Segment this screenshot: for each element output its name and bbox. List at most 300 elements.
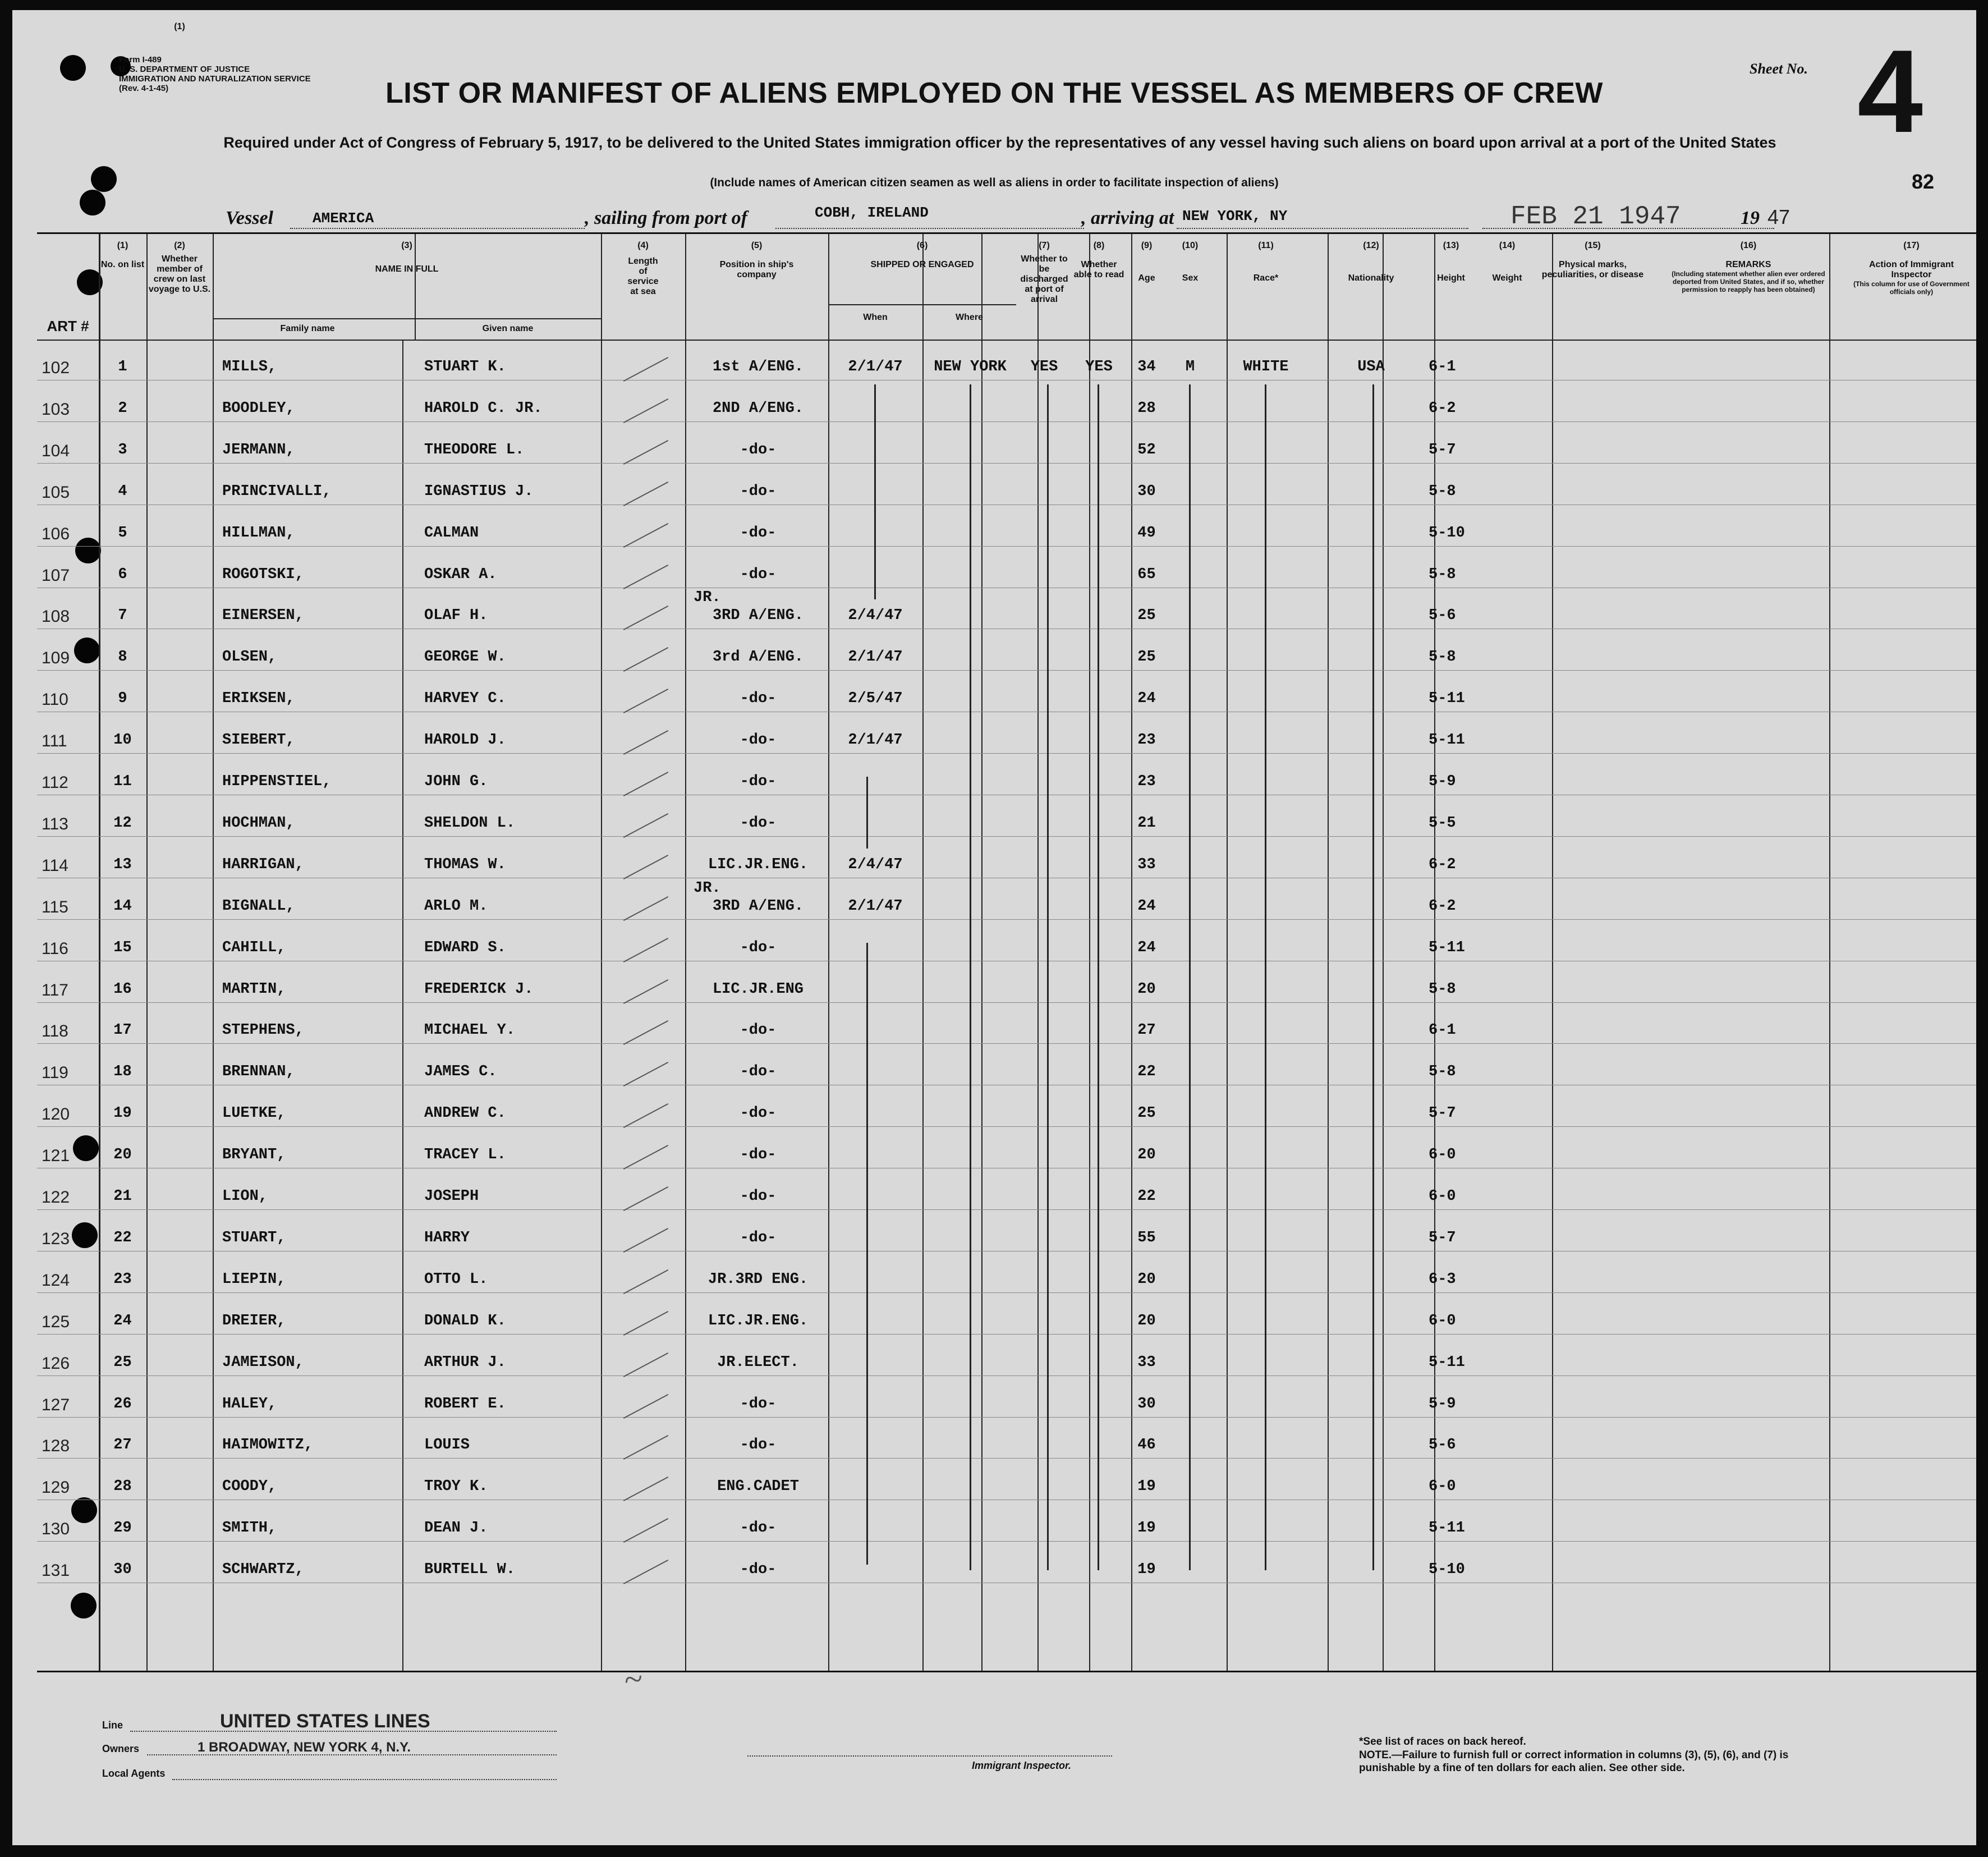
ditto-slash	[623, 1186, 668, 1211]
ditto-slash	[623, 1435, 668, 1460]
cell-position: -do-	[740, 1520, 777, 1537]
punch-hole	[80, 190, 105, 215]
cell-given-name: GEORGE W.	[424, 649, 506, 666]
cell-art: 128	[42, 1437, 70, 1456]
page-number: 82	[1911, 170, 1934, 193]
header-where: Where	[956, 313, 983, 322]
cell-art: 109	[42, 649, 70, 668]
form-id: Form I-489 U. S. DEPARTMENT OF JUSTICE IMMIGRATION AND NATURALIZATION SERVICE (Rev. 4-1-45)	[119, 55, 311, 93]
cell-family-name: HARRIGAN,	[222, 856, 304, 873]
cell-family-name: MARTIN,	[222, 980, 286, 998]
sheet-no-label: Sheet No.	[1750, 61, 1808, 77]
cell-no: 3	[118, 441, 127, 458]
cell-position: LIC.JR.ENG	[712, 980, 804, 998]
cell-given-name: THOMAS W.	[424, 856, 506, 873]
cell-height: 5-11	[1429, 939, 1465, 956]
cell-age: 46	[1137, 1437, 1156, 1454]
cell-art: 102	[42, 359, 70, 377]
cell-height: 6-1	[1429, 1022, 1456, 1039]
header-col3: (3) NAME IN FULL	[375, 241, 439, 274]
cell-height: 5-7	[1429, 1105, 1456, 1122]
cell-position: 3rd A/ENG.	[712, 649, 804, 666]
cell-age: 22	[1137, 1188, 1156, 1205]
cell-age: 34	[1137, 359, 1156, 375]
cell-age: 24	[1137, 690, 1156, 708]
cell-no: 14	[113, 897, 132, 915]
cell-art: 121	[42, 1147, 70, 1166]
cell-art: 113	[42, 814, 68, 833]
cell-family-name: BIGNALL,	[222, 897, 295, 915]
ditto-slash	[623, 1228, 668, 1253]
ditto-slash	[623, 564, 668, 589]
cell-family-name: JERMANN,	[222, 441, 295, 458]
cell-age: 30	[1137, 1395, 1156, 1413]
cell-position: -do-	[740, 1147, 777, 1164]
cell-where: NEW YORK	[934, 359, 1007, 375]
vessel-label: Vessel	[226, 208, 273, 228]
cell-family-name: COODY,	[222, 1478, 277, 1496]
cell-position: LIC.JR.ENG.	[708, 1312, 809, 1329]
cell-family-name: BRENNAN,	[222, 1063, 295, 1081]
cell-family-name: EINERSEN,	[222, 607, 304, 625]
cell-position: ENG.CADET	[717, 1478, 799, 1496]
cell-age: 23	[1137, 732, 1156, 749]
header-col8: (8) Whether able to read	[1073, 241, 1124, 279]
cell-race: WHITE	[1243, 359, 1289, 375]
ditto-slash	[623, 689, 668, 713]
header-col2: (2) Whether member of crew on last voyage to U.S.	[148, 241, 211, 294]
cell-no: 24	[113, 1312, 132, 1329]
cell-height: 6-0	[1429, 1147, 1456, 1164]
subtitle-note: (Include names of American citizen seamen as well as aliens in order to facilitate inspection of aliens)	[710, 176, 1279, 189]
cell-when: 2/1/47	[848, 359, 903, 375]
date-stamp: FEB 21 1947	[1510, 202, 1681, 231]
cell-position: -do-	[740, 1561, 777, 1579]
header-col7: (7) Whether to be discharged at port of arrival	[1020, 241, 1068, 304]
cell-given-name: DONALD K.	[424, 1312, 506, 1329]
cell-given-name: OTTO L.	[424, 1271, 488, 1288]
cell-height: 5-5	[1429, 814, 1456, 832]
cell-height: 5-10	[1429, 1561, 1465, 1579]
ditto-slash	[623, 813, 668, 838]
header-c1-num: (1)	[174, 22, 185, 31]
ditto-slash	[623, 523, 668, 548]
cell-age: 27	[1137, 1022, 1156, 1039]
cell-given-name: HARRY	[424, 1229, 470, 1246]
cell-no: 25	[113, 1354, 132, 1371]
cell-given-name: IGNASTIUS J.	[424, 483, 534, 500]
cell-art: 111	[42, 732, 67, 751]
cell-when: 2/4/47	[848, 607, 903, 625]
cell-family-name: HALEY,	[222, 1395, 277, 1413]
cell-age: 25	[1137, 649, 1156, 666]
cell-age: 25	[1137, 607, 1156, 625]
cell-age: 33	[1137, 856, 1156, 873]
cell-no: 21	[113, 1188, 132, 1205]
cell-height: 5-10	[1429, 524, 1465, 542]
ditto-slash	[623, 1518, 668, 1543]
ditto-slash	[623, 979, 668, 1003]
cell-age: 19	[1137, 1561, 1156, 1579]
cell-height: 6-0	[1429, 1312, 1456, 1329]
cell-when: 2/1/47	[848, 649, 903, 666]
cell-no: 19	[113, 1105, 132, 1122]
header-family-name: Family name	[280, 324, 335, 333]
cell-position: JR.ELECT.	[717, 1354, 799, 1371]
cell-no: 26	[113, 1395, 132, 1413]
cell-family-name: OLSEN,	[222, 649, 277, 666]
cell-age: 52	[1137, 441, 1156, 458]
ditto-slash	[623, 440, 668, 465]
cell-sex: M	[1185, 359, 1195, 375]
cell-position: -do-	[740, 1063, 777, 1081]
cell-family-name: SCHWARTZ,	[222, 1561, 304, 1579]
cell-age: 21	[1137, 814, 1156, 832]
cell-age: 65	[1137, 566, 1156, 583]
header-col6: (6) SHIPPED OR ENGAGED	[870, 241, 974, 269]
vessel-name: AMERICA	[313, 210, 374, 227]
cell-height: 6-0	[1429, 1188, 1456, 1205]
cell-when: 2/1/47	[848, 897, 903, 915]
header-col10: (10) Sex	[1182, 241, 1199, 283]
ditto-slash	[623, 482, 668, 506]
cell-family-name: LION,	[222, 1188, 268, 1205]
cell-age: 24	[1137, 897, 1156, 915]
cell-art: 114	[42, 856, 68, 875]
cell-no: 29	[113, 1520, 132, 1537]
cell-family-name: HILLMAN,	[222, 524, 295, 542]
cell-given-name: ARTHUR J.	[424, 1354, 506, 1371]
penalty-note: NOTE.—Failure to furnish full or correct information in columns (3), (5), (6), and (7) is punishable by a fine of ten dollars for each alien. See other side.	[1359, 1749, 1789, 1774]
ditto-slash	[623, 730, 668, 755]
ditto-slash	[623, 606, 668, 630]
cell-height: 6-3	[1429, 1271, 1456, 1288]
cell-family-name: HIPPENSTIEL,	[222, 773, 332, 790]
cell-no: 18	[113, 1063, 132, 1081]
cell-art: 116	[42, 939, 68, 958]
cell-art: 120	[42, 1105, 70, 1124]
cell-age: 19	[1137, 1520, 1156, 1537]
cell-given-name: TRACEY L.	[424, 1147, 506, 1164]
cell-height: 5-8	[1429, 649, 1456, 666]
cell-art: 125	[42, 1312, 70, 1331]
cell-family-name: ROGOTSKI,	[222, 566, 304, 583]
cell-art: 130	[42, 1520, 70, 1539]
ditto-slash	[623, 647, 668, 672]
cell-no: 28	[113, 1478, 132, 1496]
cell-age: 22	[1137, 1063, 1156, 1081]
cell-height: 5-11	[1429, 732, 1465, 749]
cell-given-name: HAROLD J.	[424, 732, 506, 749]
ditto-slash	[623, 1477, 668, 1501]
ditto-line	[1047, 384, 1049, 1570]
cell-position: -do-	[740, 524, 777, 542]
header-col9: (9) Age	[1138, 241, 1155, 283]
cell-height: 5-11	[1429, 690, 1465, 708]
cell-family-name: STEPHENS,	[222, 1022, 304, 1039]
cell-height: 5-7	[1429, 1229, 1456, 1246]
cell-age: 20	[1137, 1312, 1156, 1329]
cell-age: 33	[1137, 1354, 1156, 1371]
header-given-name: Given name	[482, 324, 534, 333]
header-when: When	[863, 313, 888, 322]
cell-height: 5-11	[1429, 1520, 1465, 1537]
cell-given-name: DEAN J.	[424, 1520, 488, 1537]
header-col4: (4) Length of service at sea	[627, 241, 659, 296]
cell-family-name: BRYANT,	[222, 1147, 286, 1164]
cell-art: 124	[42, 1271, 70, 1290]
cell-position: 3RD A/ENG.	[712, 897, 804, 915]
cell-no: 4	[118, 483, 127, 500]
cell-age: 28	[1137, 400, 1156, 417]
cell-height: 5-7	[1429, 441, 1456, 458]
cell-art: 131	[42, 1561, 70, 1580]
sheet-number: 4	[1857, 25, 1923, 157]
cell-height: 6-0	[1429, 1478, 1456, 1496]
cell-position: -do-	[740, 1188, 777, 1205]
ditto-slash	[623, 1393, 668, 1418]
cell-when: 2/5/47	[848, 690, 903, 708]
cell-family-name: JAMEISON,	[222, 1354, 304, 1371]
ditto-slash	[623, 1269, 668, 1294]
line-label: Line	[102, 1720, 123, 1731]
sailing-label: , sailing from port of	[585, 208, 747, 228]
cell-family-name: HOCHMAN,	[222, 814, 295, 832]
cell-given-name: THEODORE L.	[424, 441, 525, 458]
cell-family-name: STUART,	[222, 1229, 286, 1246]
cell-age: 19	[1137, 1478, 1156, 1496]
cell-position: -do-	[740, 939, 777, 956]
cell-given-name: ROBERT E.	[424, 1395, 506, 1413]
header-col14: (14) Weight	[1492, 241, 1522, 283]
cell-art: 118	[42, 1022, 68, 1041]
cell-given-name: CALMAN	[424, 524, 479, 542]
cell-nationality: USA	[1357, 359, 1385, 375]
from-port: COBH, IRELAND	[815, 204, 929, 221]
cell-position: JR.3RD ENG.	[708, 1271, 809, 1288]
cell-art: 108	[42, 607, 70, 626]
cell-age: 24	[1137, 939, 1156, 956]
cell-no: 2	[118, 400, 127, 417]
cell-given-name: BURTELL W.	[424, 1561, 516, 1579]
cell-position: LIC.JR.ENG.	[708, 856, 809, 873]
ditto-slash	[623, 398, 668, 423]
header-col5: (5) Position in ship's company	[719, 241, 794, 279]
cell-age: 23	[1137, 773, 1156, 790]
cell-no: 30	[113, 1561, 132, 1579]
ditto-line	[874, 384, 876, 599]
race-note: *See list of races on back hereof.	[1359, 1736, 1526, 1748]
cell-age: 30	[1137, 483, 1156, 500]
cell-no: 27	[113, 1437, 132, 1454]
cell-given-name: SHELDON L.	[424, 814, 516, 832]
cell-no: 12	[113, 814, 132, 832]
cell-no: 22	[113, 1229, 132, 1246]
inspector-signature: ~	[622, 1659, 644, 1699]
cell-position: -do-	[740, 732, 777, 749]
manifest-sheet	[12, 10, 1976, 1845]
cell-height: 5-8	[1429, 483, 1456, 500]
line-stamp: UNITED STATES LINES	[220, 1711, 430, 1732]
ditto-slash	[623, 357, 668, 382]
cell-art: 117	[42, 980, 68, 999]
arriving-label: , arriving at	[1081, 208, 1174, 228]
cell-age: 49	[1137, 524, 1156, 542]
cell-when: 2/1/47	[848, 732, 903, 749]
cell-position: -do-	[740, 566, 777, 583]
ditto-slash	[623, 772, 668, 796]
cell-height: 5-11	[1429, 1354, 1465, 1371]
cell-no: 11	[113, 773, 132, 790]
ditto-line	[1189, 384, 1191, 1570]
cell-given-name: OSKAR A.	[424, 566, 497, 583]
cell-height: 5-9	[1429, 1395, 1456, 1413]
cell-no: 6	[118, 566, 127, 583]
cell-position: -do-	[740, 1229, 777, 1246]
cell-family-name: SMITH,	[222, 1520, 277, 1537]
cell-family-name: PRINCIVALLI,	[222, 483, 332, 500]
cell-given-name: EDWARD S.	[424, 939, 506, 956]
cell-position: -do-	[740, 814, 777, 832]
cell-age: 55	[1137, 1229, 1156, 1246]
cell-art: 123	[42, 1229, 70, 1248]
year-handwritten: 47	[1767, 205, 1790, 228]
cell-position: -do-	[740, 483, 777, 500]
header-col11: (11) Race*	[1253, 241, 1279, 283]
cell-position: -do-	[740, 690, 777, 708]
cell-read: YES	[1085, 359, 1113, 375]
cell-given-name: ANDREW C.	[424, 1105, 506, 1122]
cell-no: 7	[118, 607, 127, 625]
cell-no: 23	[113, 1271, 132, 1288]
ditto-line	[1098, 384, 1099, 1570]
header-art: ART #	[47, 318, 89, 334]
header-col13: (13) Height	[1437, 241, 1465, 283]
cell-family-name: SIEBERT,	[222, 732, 295, 749]
ditto-slash	[623, 1103, 668, 1128]
cell-art: 119	[42, 1063, 68, 1083]
cell-given-name: HAROLD C. JR.	[424, 400, 543, 417]
cell-no: 8	[118, 649, 127, 666]
cell-age: 20	[1137, 1271, 1156, 1288]
cell-given-name: HARVEY C.	[424, 690, 506, 708]
cell-given-name: FREDERICK J.	[424, 980, 534, 998]
header-col12: (12) Nationality	[1348, 241, 1394, 283]
arrival-port: NEW YORK, NY	[1182, 208, 1288, 224]
owners-label: Owners	[102, 1743, 140, 1754]
cell-art: 126	[42, 1354, 70, 1373]
cell-position-prefix: JR.	[694, 589, 721, 607]
cell-height: 5-9	[1429, 773, 1456, 790]
cell-age: 20	[1137, 980, 1156, 998]
cell-art: 122	[42, 1188, 70, 1207]
header-col15: (15) Physical marks, peculiarities, or disease	[1541, 241, 1644, 279]
page-title: LIST OR MANIFEST OF ALIENS EMPLOYED ON THE VESSEL AS MEMBERS OF CREW	[385, 77, 1603, 109]
cell-age: 20	[1137, 1147, 1156, 1164]
cell-position: -do-	[740, 1437, 777, 1454]
ditto-slash	[623, 896, 668, 921]
cell-no: 10	[113, 732, 132, 749]
ditto-slash	[623, 1560, 668, 1584]
inspector-label: Immigrant Inspector.	[972, 1760, 1072, 1771]
ditto-line	[866, 777, 868, 849]
cell-art: 112	[42, 773, 68, 792]
cell-no: 15	[113, 939, 132, 956]
cell-given-name: JOSEPH	[424, 1188, 479, 1205]
cell-position: -do-	[740, 441, 777, 458]
cell-art: 106	[42, 524, 70, 543]
cell-position: 2ND A/ENG.	[712, 400, 804, 417]
cell-height: 6-2	[1429, 856, 1456, 873]
ditto-slash	[623, 1062, 668, 1086]
cell-family-name: ERIKSEN,	[222, 690, 295, 708]
cell-position-prefix: JR.	[694, 879, 721, 897]
cell-position: -do-	[740, 1395, 777, 1413]
cell-art: 110	[42, 690, 68, 709]
ditto-line	[970, 384, 971, 1570]
cell-position: -do-	[740, 1105, 777, 1122]
header-col17: (17) Action of Immigrant Inspector (This column for use of Government officials only)	[1853, 241, 1969, 296]
cell-given-name: JOHN G.	[424, 773, 488, 790]
cell-height: 6-1	[1429, 359, 1456, 375]
cell-height: 5-8	[1429, 980, 1456, 998]
cell-no: 9	[118, 690, 127, 708]
ditto-slash	[623, 1311, 668, 1336]
subtitle: Required under Act of Congress of February 5, 1917, to be delivered to the United States immigration officer by the representatives of any vessel having such aliens on board upon arrival at a port of the United States	[223, 134, 1776, 151]
ditto-slash	[623, 1020, 668, 1045]
year-prefix: 19	[1741, 208, 1760, 228]
cell-no: 13	[113, 856, 132, 873]
owners-stamp: 1 BROADWAY, NEW YORK 4, N.Y.	[198, 1740, 411, 1755]
cell-no: 20	[113, 1147, 132, 1164]
cell-given-name: MICHAEL Y.	[424, 1022, 516, 1039]
cell-height: 5-6	[1429, 607, 1456, 625]
cell-position: 1st A/ENG.	[712, 359, 804, 375]
cell-given-name: JAMES C.	[424, 1063, 497, 1081]
header-col1: (1) No. on list	[100, 241, 145, 269]
cell-art: 129	[42, 1478, 70, 1497]
cell-height: 6-2	[1429, 897, 1456, 915]
cell-given-name: STUART K.	[424, 359, 506, 375]
cell-height: 5-6	[1429, 1437, 1456, 1454]
cell-given-name: ARLO M.	[424, 897, 488, 915]
cell-art: 115	[42, 897, 68, 916]
cell-family-name: DREIER,	[222, 1312, 286, 1329]
ditto-slash	[623, 1352, 668, 1377]
cell-given-name: TROY K.	[424, 1478, 488, 1496]
cell-family-name: HAIMOWITZ,	[222, 1437, 314, 1454]
cell-given-name: LOUIS	[424, 1437, 470, 1454]
cell-when: 2/4/47	[848, 856, 903, 873]
cell-height: 6-2	[1429, 400, 1456, 417]
cell-no: 5	[118, 524, 127, 542]
cell-family-name: CAHILL,	[222, 939, 286, 956]
cell-art: 104	[42, 441, 70, 460]
cell-family-name: BOODLEY,	[222, 400, 295, 417]
agents-label: Local Agents	[102, 1768, 166, 1779]
cell-art: 127	[42, 1395, 70, 1414]
cell-position: -do-	[740, 773, 777, 790]
cell-art: 103	[42, 400, 70, 419]
cell-position: 3RD A/ENG.	[712, 607, 804, 625]
cell-family-name: LUETKE,	[222, 1105, 286, 1122]
ditto-slash	[623, 938, 668, 962]
cell-no: 17	[113, 1022, 132, 1039]
cell-no: 16	[113, 980, 132, 998]
cell-height: 5-8	[1429, 1063, 1456, 1081]
header-col16: (16) REMARKS (Including statement whether alien ever ordered deported from United States, and if so, whether permission to reapply has been obtained)	[1672, 241, 1825, 294]
cell-discharged: YES	[1030, 359, 1058, 375]
